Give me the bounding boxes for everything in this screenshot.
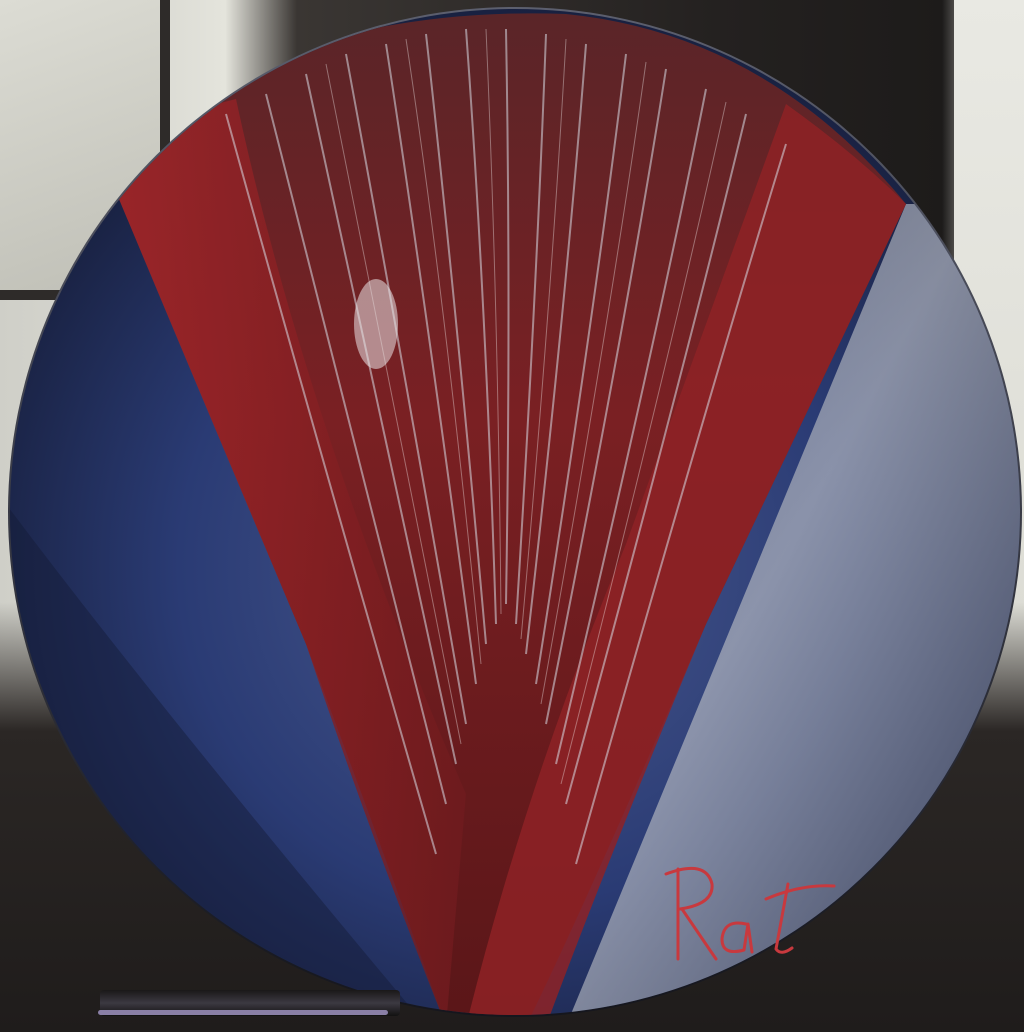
easel-highlight — [98, 1010, 388, 1015]
glare-spot — [354, 279, 398, 369]
round-painting — [6, 4, 1024, 1026]
painting-svg — [6, 4, 1024, 1026]
